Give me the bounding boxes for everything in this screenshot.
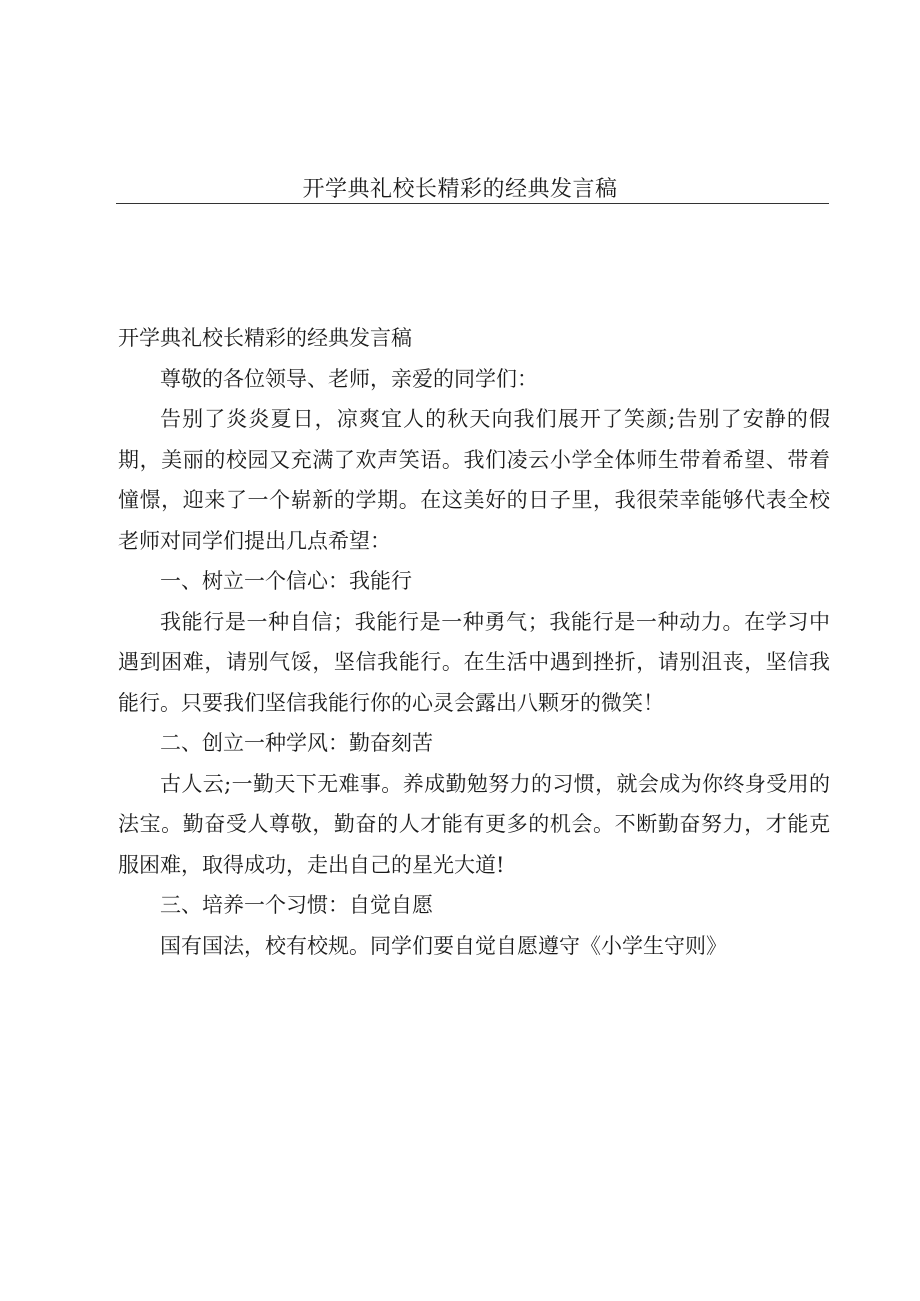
section-heading-3: 三、培养一个习惯：自觉自愿 [160,893,433,917]
paragraph-3: 国有国法，校有校规。同学们要自觉自愿遵守《小学生守则》 [160,933,727,958]
document-body [118,318,830,966]
document-title: 开学典礼校长精彩的经典发言稿 [118,326,412,350]
section-heading-2: 二、创立一种学风：勤奋刻苦 [160,731,433,755]
paragraph-intro: 告别了炎炎夏日，凉爽宜人的秋天向我们展开了笑颜;告别了安静的假期，美丽的校园又充满了欢声笑语。我们凌云小学全体师生带着希望、带着憧憬，迎来了一个崭新的学期。在这美好的日子里，我很荣幸能够代表全校老师对同学们提出几点希望： [118,407,830,553]
page-header-title: 开学典礼校长精彩的经典发言稿 [302,177,618,202]
paragraph-2: 古人云;一勤天下无难事。养成勤勉努力的习惯，就会成为你终身受用的法宝。勤奋受人尊敬，勤奋的人才能有更多的机会。不断勤奋努力，才能克服困难，取得成功，走出自己的星光大道! [118,771,830,877]
header-divider [116,203,829,204]
paragraph-1: 我能行是一种自信；我能行是一种勇气；我能行是一种动力。在学习中遇到困难，请别气馁，坚信我能行。在生活中遇到挫折，请别沮丧，坚信我能行。只要我们坚信我能行你的心灵会露出八颗牙的微笑！ [118,609,830,715]
greeting: 尊敬的各位领导、老师，亲爱的同学们： [160,366,538,391]
section-heading-1: 一、树立一个信心：我能行 [160,569,412,593]
